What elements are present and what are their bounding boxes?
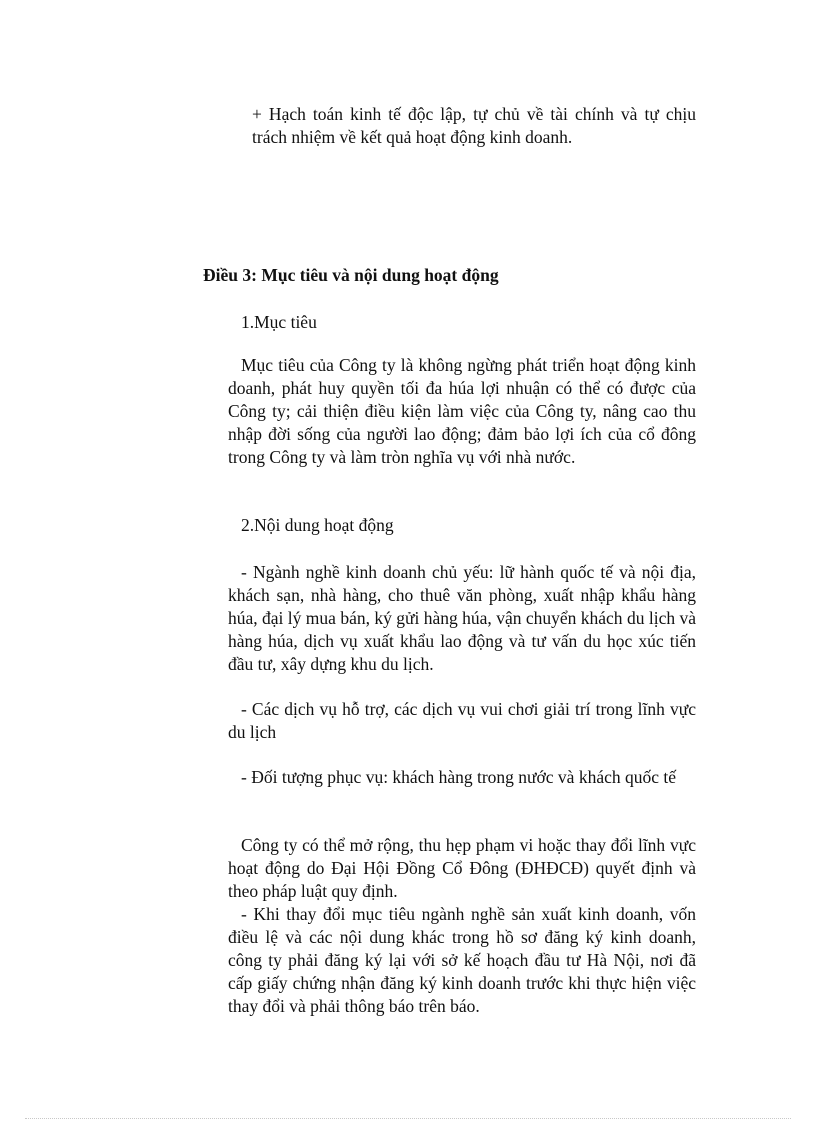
activity-item: - Các dịch vụ hỗ trợ, các dịch vụ vui chơi giải trí trong lĩnh vực du lịch (228, 699, 696, 742)
closing-block (228, 834, 696, 1018)
section-title-objectives: 1.Mục tiêu (241, 312, 317, 332)
article-heading: Điều 3: Mục tiêu và nội dung hoạt động (203, 265, 499, 285)
activity-item: - Ngành nghề kinh doanh chủ yếu: lữ hành quốc tế và nội địa, khách sạn, nhà hàng, cho thuê văn phòng, xuất nhập khẩu hàng húa, đại lý mua bán, ký gửi hàng húa, vận chuyển khách du lịch và hàng húa, dịch vụ xuất khẩu lao động và tư vấn du học xúc tiến đầu tư, xây dựng khu du lịch. (228, 562, 696, 674)
intro-clause: + Hạch toán kinh tế độc lập, tự chủ về tài chính và tự chịu trách nhiệm về kết quả hoạt động kinh doanh. (252, 104, 696, 147)
closing-paragraph: Công ty có thể mở rộng, thu hẹp phạm vi hoặc thay đổi lĩnh vực hoạt động do Đại Hội Đồng Cổ Đông (ĐHĐCĐ) quyết định và theo pháp luật quy định. (228, 835, 696, 901)
objectives-paragraph: Mục tiêu của Công ty là không ngừng phát triển hoạt động kinh doanh, phát huy quyền tối đa húa lợi nhuận có thể có được của Công ty; cải thiện điều kiện làm việc của Công ty, nâng cao thu nhập đời sống của người lao động; đảm bảo lợi ích của cổ đông trong Công ty và làm tròn nghĩa vụ với nhà nước. (228, 355, 696, 467)
page-bottom-divider (25, 1118, 791, 1119)
closing-item: - Khi thay đổi mục tiêu ngành nghề sản xuất kinh doanh, vốn điều lệ và các nội dung khác trong hồ sơ đăng ký kinh doanh, công ty phải đăng ký lại với sở kế hoạch đầu tư Hà Nội, nơi đã cấp giấy chứng nhận đăng ký kinh doanh trước khi thực hiện việc thay đổi và phải thông báo trên báo. (228, 904, 696, 1016)
section-title-activities: 2.Nội dung hoạt động (241, 515, 394, 535)
activity-item: - Đối tượng phục vụ: khách hàng trong nước và khách quốc tế (241, 767, 677, 787)
